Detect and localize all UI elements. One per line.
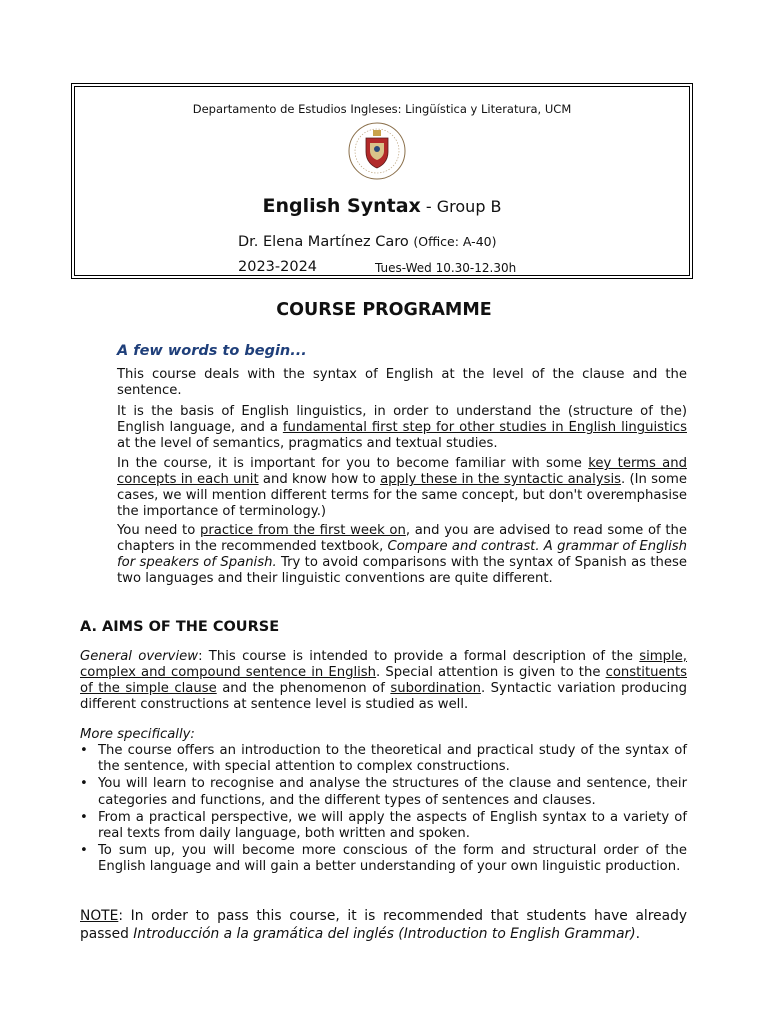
overview-c: and the phenomenon of — [216, 681, 391, 696]
aims-overview — [80, 649, 687, 713]
textbook-title: Compare and contrast. A grammar of English for speakers of Spanish. — [117, 539, 687, 570]
department-name: Departamento de Estudios Ingleses: Lingüística y Literatura, UCM — [192, 102, 572, 116]
intro-p4-b: , and you are advised to read some of the chapters in the recommended textbook, — [117, 523, 687, 554]
bullet-icon: • — [80, 809, 88, 825]
bullet-icon: • — [80, 776, 88, 792]
intro-p1-text: This course deals with the syntax of English at the level of the clause and the sentence. — [117, 367, 687, 398]
intro-paragraph-1 — [117, 367, 687, 399]
intro-p3-text — [117, 456, 687, 520]
intro-p2-underline: fundamental first step for other studies in English linguistics — [282, 420, 687, 435]
overview-label: General overview — [80, 649, 199, 664]
ucm-crest-icon — [347, 121, 407, 181]
intro-paragraph-3 — [117, 456, 687, 520]
lecturer-name: Dr. Elena Martínez Caro — [238, 234, 414, 250]
overview-underline-1: simple, complex and compound sentence in English — [80, 649, 687, 680]
intro-p3-a: In the course, it is important for you to become familiar with some — [117, 456, 589, 471]
course-header-box — [74, 86, 690, 276]
intro-p3-b: and know how to — [258, 472, 381, 487]
intro-p2-text — [117, 404, 687, 452]
intro-p3-underline-2: apply these in the syntactic analysis — [380, 472, 621, 487]
intro-paragraph-2 — [117, 404, 687, 452]
intro-p3-c: . (In some cases, we will mention different terms for the same concept, but don't overemphasise the importance of terminology.) — [117, 472, 687, 519]
overview-d: . Syntactic variation producing different constructions at sentence level is studied as well. — [80, 681, 688, 712]
bullet-icon: • — [80, 843, 88, 859]
list-item — [80, 843, 687, 875]
aims-bullet-list — [80, 743, 687, 877]
intro-p2-a: It is the basis of English linguistics, in order to understand the (structure of the) English language, and a — [117, 404, 687, 435]
list-item-text: The course offers an introduction to the theoretical and practical study of the syntax of the sentence, with special attention to complex constructions. — [98, 743, 687, 775]
intro-p4-underline: practice from the first week on — [199, 523, 406, 538]
aims-overview-text — [80, 649, 687, 713]
intro-p4-a: You need to — [117, 523, 200, 538]
prerequisite-note — [80, 907, 687, 943]
course-title — [75, 195, 689, 217]
overview-b: . Special attention is given to the — [376, 665, 606, 680]
office-number: (Office: A-40) — [413, 234, 497, 249]
class-schedule: Tues-Wed 10.30-12.30h — [375, 261, 517, 275]
note-label: NOTE — [80, 908, 119, 924]
intro-paragraph-4 — [117, 523, 687, 587]
list-item-text: From a practical perspective, we will apply the aspects of English syntax to a variety of real texts from daily language, both written and spoken. — [98, 809, 687, 842]
prerequisite-course-title: Introducción a la gramática del inglés (Introduction to English Grammar) — [133, 926, 636, 942]
list-item — [80, 776, 687, 808]
lecturer-line — [238, 234, 496, 250]
intro-p2-b: at the level of semantics, pragmatics and textual studies. — [117, 436, 498, 451]
overview-a: : This course is intended to provide a formal description of the — [198, 649, 640, 664]
note-text-b: . — [635, 926, 640, 942]
intro-heading: A few words to begin... — [117, 343, 307, 359]
bullet-icon: • — [80, 743, 88, 758]
section-heading-aims: A. AIMS OF THE COURSE — [80, 619, 280, 635]
note-text-a: : In order to pass this course, it is recommended that students have already passed — [80, 908, 687, 942]
intro-p4-c: Try to avoid comparisons with the syntax of Spanish as these two languages and their linguistic conventions are quite different. — [117, 555, 687, 586]
intro-p3-underline-1: key terms and concepts in each unit — [117, 456, 687, 487]
page-title: COURSE PROGRAMME — [276, 300, 492, 320]
overview-underline-2: constituents of the simple clause — [80, 665, 687, 696]
list-item-text: You will learn to recognise and analyse the structures of the clause and sentence, their categories and functions, and the different types of sentences and clauses. — [98, 776, 687, 808]
academic-year: 2023-2024 — [238, 259, 318, 275]
list-item-text: To sum up, you will become more conscious of the form and structural order of the English language and will gain a better understanding of your own linguistic production. — [98, 843, 687, 875]
more-specifically-label: More specifically: — [80, 727, 195, 742]
list-item — [80, 743, 687, 775]
intro-p4-text — [117, 523, 687, 587]
course-name: English Syntax — [262, 195, 421, 217]
list-item — [80, 810, 687, 842]
overview-underline-3: subordination — [390, 681, 481, 696]
course-group: - Group B — [420, 197, 502, 216]
